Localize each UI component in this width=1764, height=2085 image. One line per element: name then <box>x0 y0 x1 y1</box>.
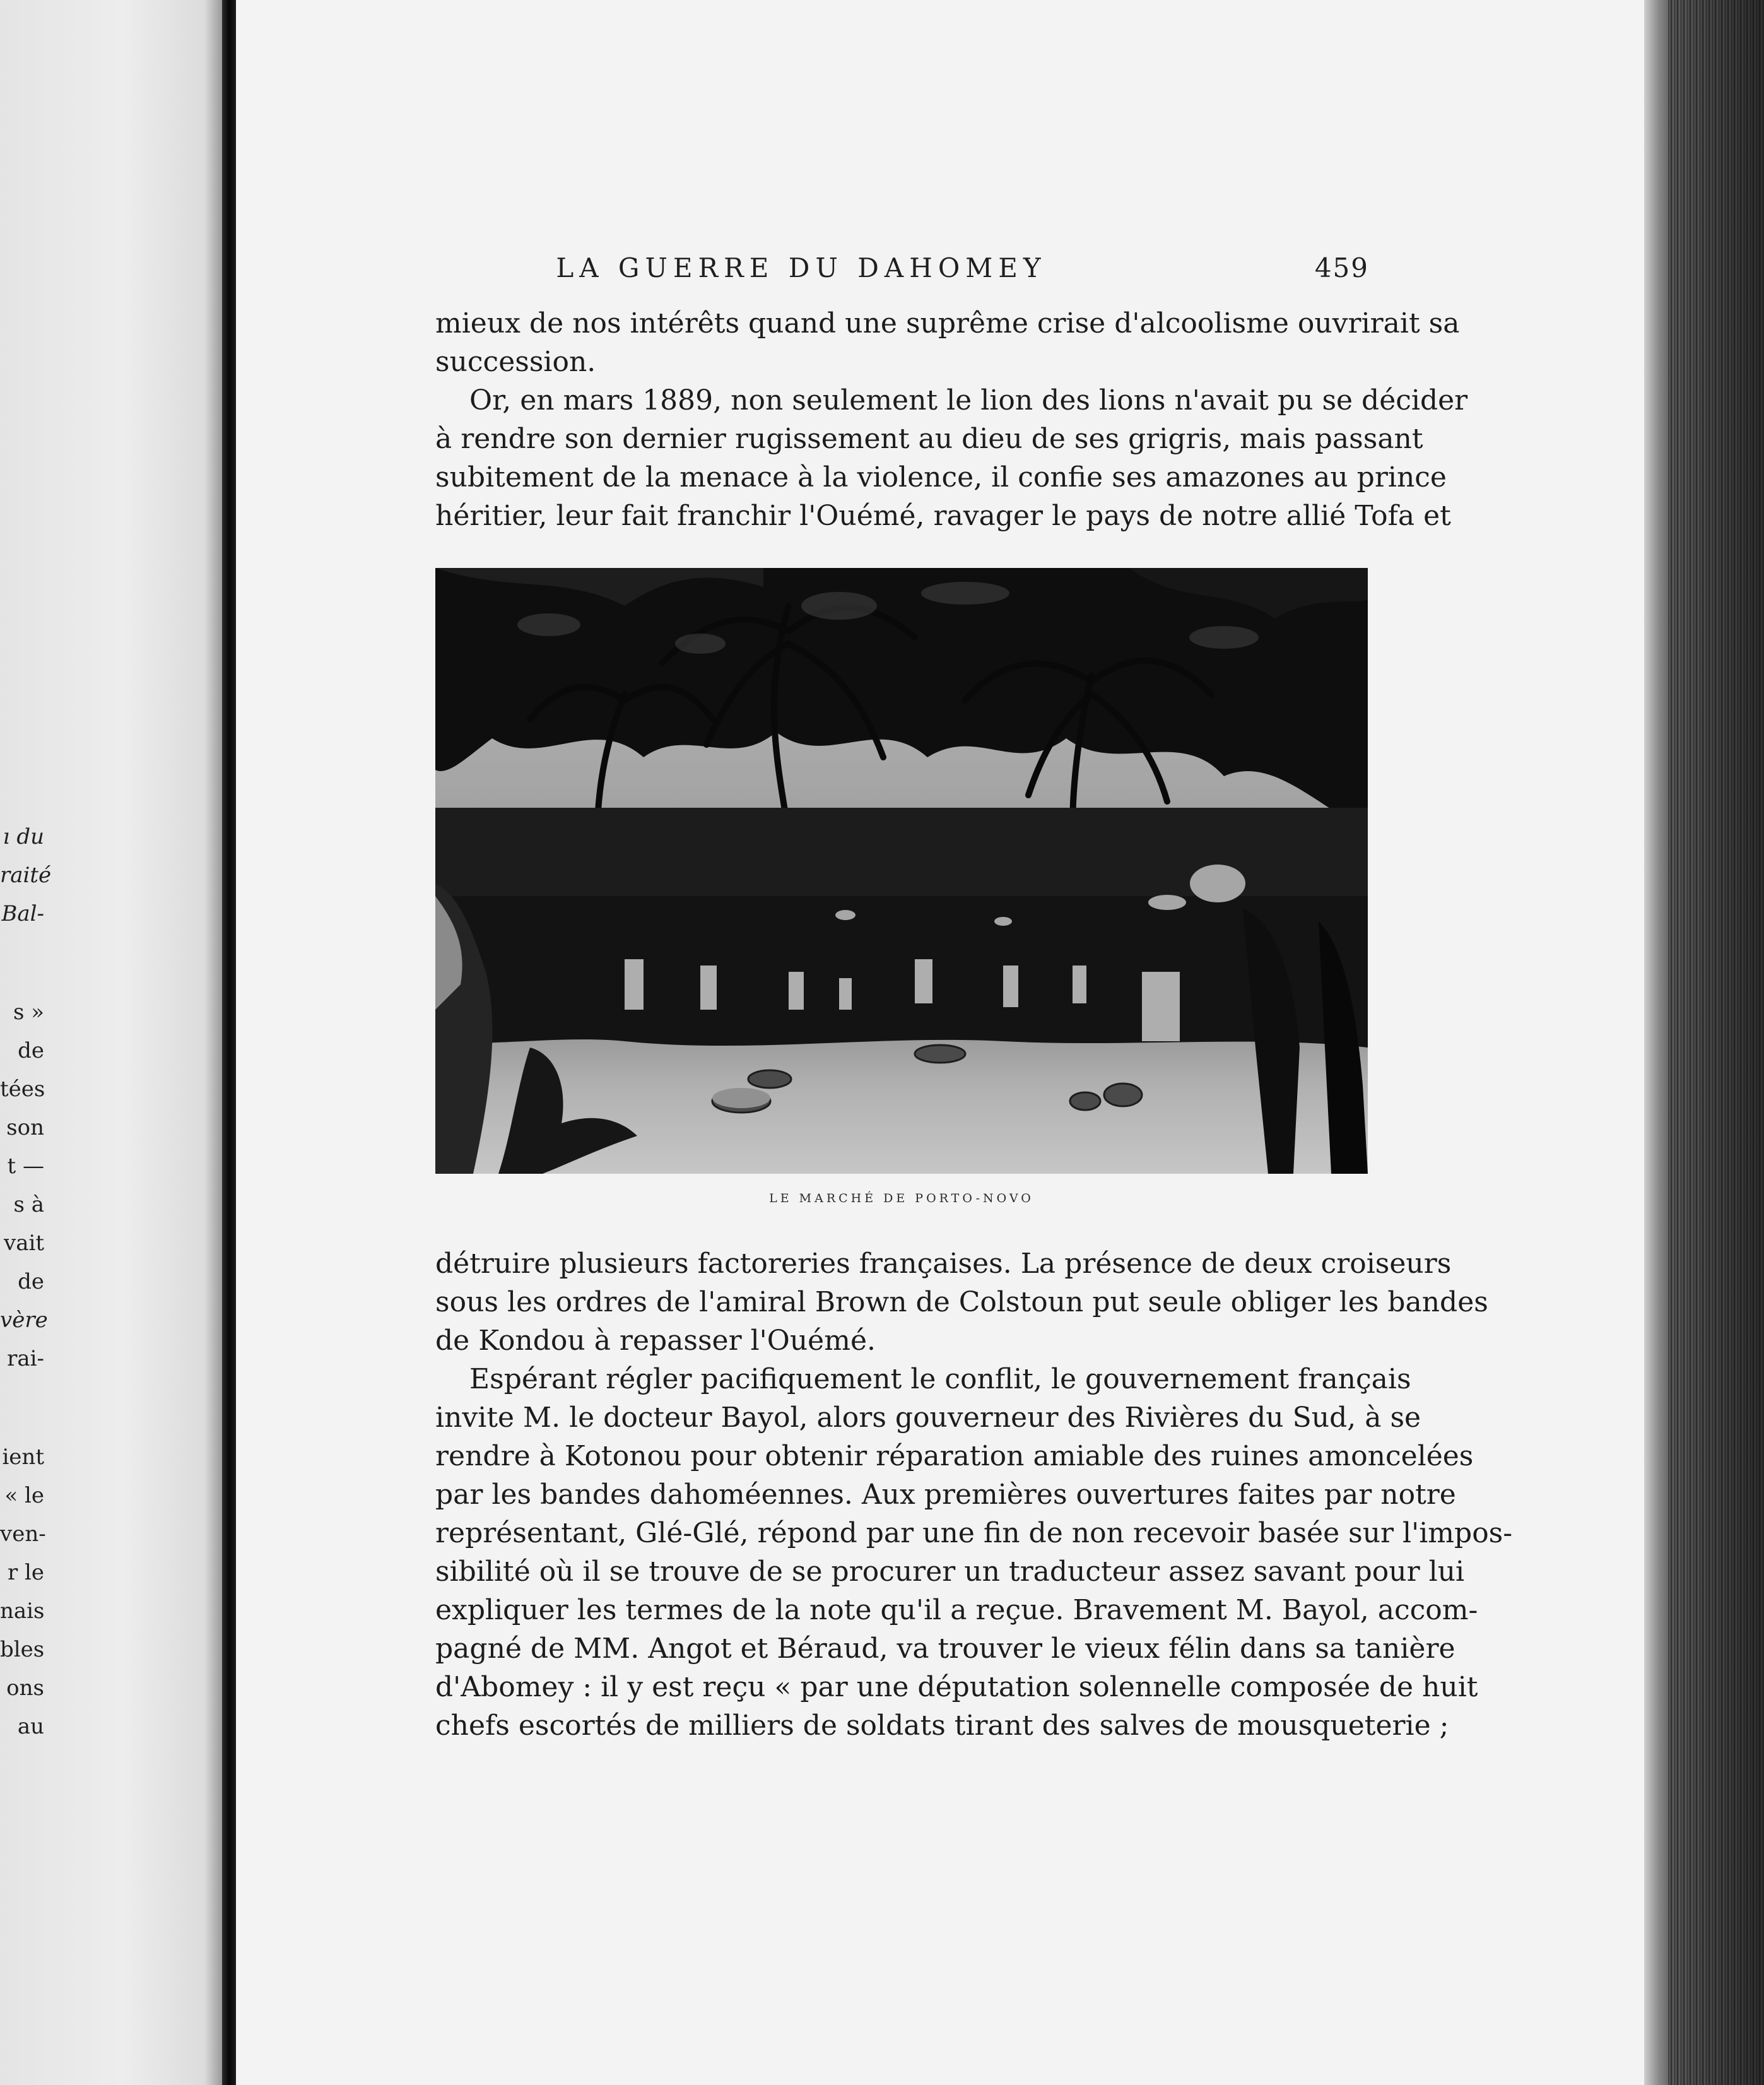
text-line: invite M. le docteur Bayol, alors gouverneur des Rivières du Sud, à se <box>435 1402 1421 1434</box>
left-page-gap <box>0 1378 44 1438</box>
left-page-line: ven- <box>0 1521 46 1547</box>
text-line: par les bandes dahoméennes. Aux premières ouvertures faites par notre <box>435 1479 1456 1511</box>
body-text-bottom <box>435 1244 1513 1745</box>
left-page-gap <box>0 933 44 993</box>
left-page-line: r le <box>7 1560 44 1585</box>
body-text-top <box>435 304 1468 535</box>
running-head: LA GUERRE DU DAHOMEY <box>556 252 1047 283</box>
left-page-line: au <box>17 1714 44 1739</box>
left-page-line: ons <box>6 1675 44 1701</box>
left-page-line: ient <box>2 1444 44 1470</box>
text-line: mieux de nos intérêts quand une suprême crise d'alcoolisme ouvrirait sa <box>435 307 1460 340</box>
text-line: de Kondou à repasser l'Ouémé. <box>435 1325 876 1357</box>
left-page <box>0 0 222 2085</box>
left-page-line: nais <box>0 1598 45 1624</box>
plate-caption: LE MARCHÉ DE PORTO-NOVO <box>769 1191 1034 1205</box>
book-fore-edge-shade <box>1668 0 1764 2085</box>
page-edge-shadow <box>1644 0 1668 2085</box>
text-line: sous les ordres de l'amiral Brown de Colstoun put seule obliger les bandes <box>435 1286 1488 1318</box>
text-line: sibilité où il se trouve de se procurer un traducteur assez savant pour lui <box>435 1556 1465 1588</box>
left-page-line: rai- <box>7 1346 44 1371</box>
text-line: Or, en mars 1889, non seulement le lion des lions n'avait pu se décider <box>469 384 1468 416</box>
left-page-line: s » <box>13 1000 44 1025</box>
market-photograph <box>435 568 1368 1174</box>
left-page-line: Bal- <box>1 901 44 926</box>
book-gutter <box>222 0 236 2085</box>
left-page-line: de <box>18 1038 44 1063</box>
text-line: Espérant régler pacifiquement le conflit, le gouvernement français <box>469 1363 1411 1395</box>
left-page-line: son <box>6 1115 44 1140</box>
text-line: expliquer les termes de la note qu'il a reçue. Bravement M. Bayol, accom- <box>435 1594 1478 1626</box>
left-page-line: de <box>18 1269 44 1294</box>
text-line: pagné de MM. Angot et Béraud, va trouver le vieux félin dans sa tanière <box>435 1633 1455 1665</box>
left-page-line: « le <box>4 1483 44 1508</box>
left-page-text <box>0 818 52 1746</box>
text-line: rendre à Kotonou pour obtenir réparation amiable des ruines amoncelées <box>435 1440 1474 1472</box>
left-page-line: s à <box>13 1192 44 1217</box>
text-line: d'Abomey : il y est reçu « par une députation solennelle composée de huit <box>435 1671 1478 1703</box>
left-page-line: tées <box>0 1077 45 1102</box>
text-line: succession. <box>435 346 596 378</box>
photograph-plate <box>435 568 1368 1174</box>
left-page-line: t — <box>7 1154 44 1179</box>
page-number: 459 <box>1314 252 1369 283</box>
left-page-line: raité <box>0 863 52 888</box>
text-line: chefs escortés de milliers de soldats tirant des salves de mousqueterie ; <box>435 1710 1449 1742</box>
left-page-line: vait <box>3 1231 44 1256</box>
left-page-line: ı du <box>3 824 44 849</box>
left-page-line: vère <box>0 1308 48 1333</box>
text-line: héritier, leur fait franchir l'Ouémé, ravager le pays de notre allié Tofa et <box>435 500 1451 532</box>
text-line: détruire plusieurs factoreries françaises. La présence de deux croiseurs <box>435 1248 1452 1280</box>
text-line: subitement de la menace à la violence, il confie ses amazones au prince <box>435 461 1447 493</box>
left-page-line: bles <box>0 1637 45 1662</box>
text-line: représentant, Glé-Glé, répond par une fin de non recevoir basée sur l'impos- <box>435 1517 1513 1549</box>
text-line: à rendre son dernier rugissement au dieu de ses grigris, mais passant <box>435 423 1423 455</box>
